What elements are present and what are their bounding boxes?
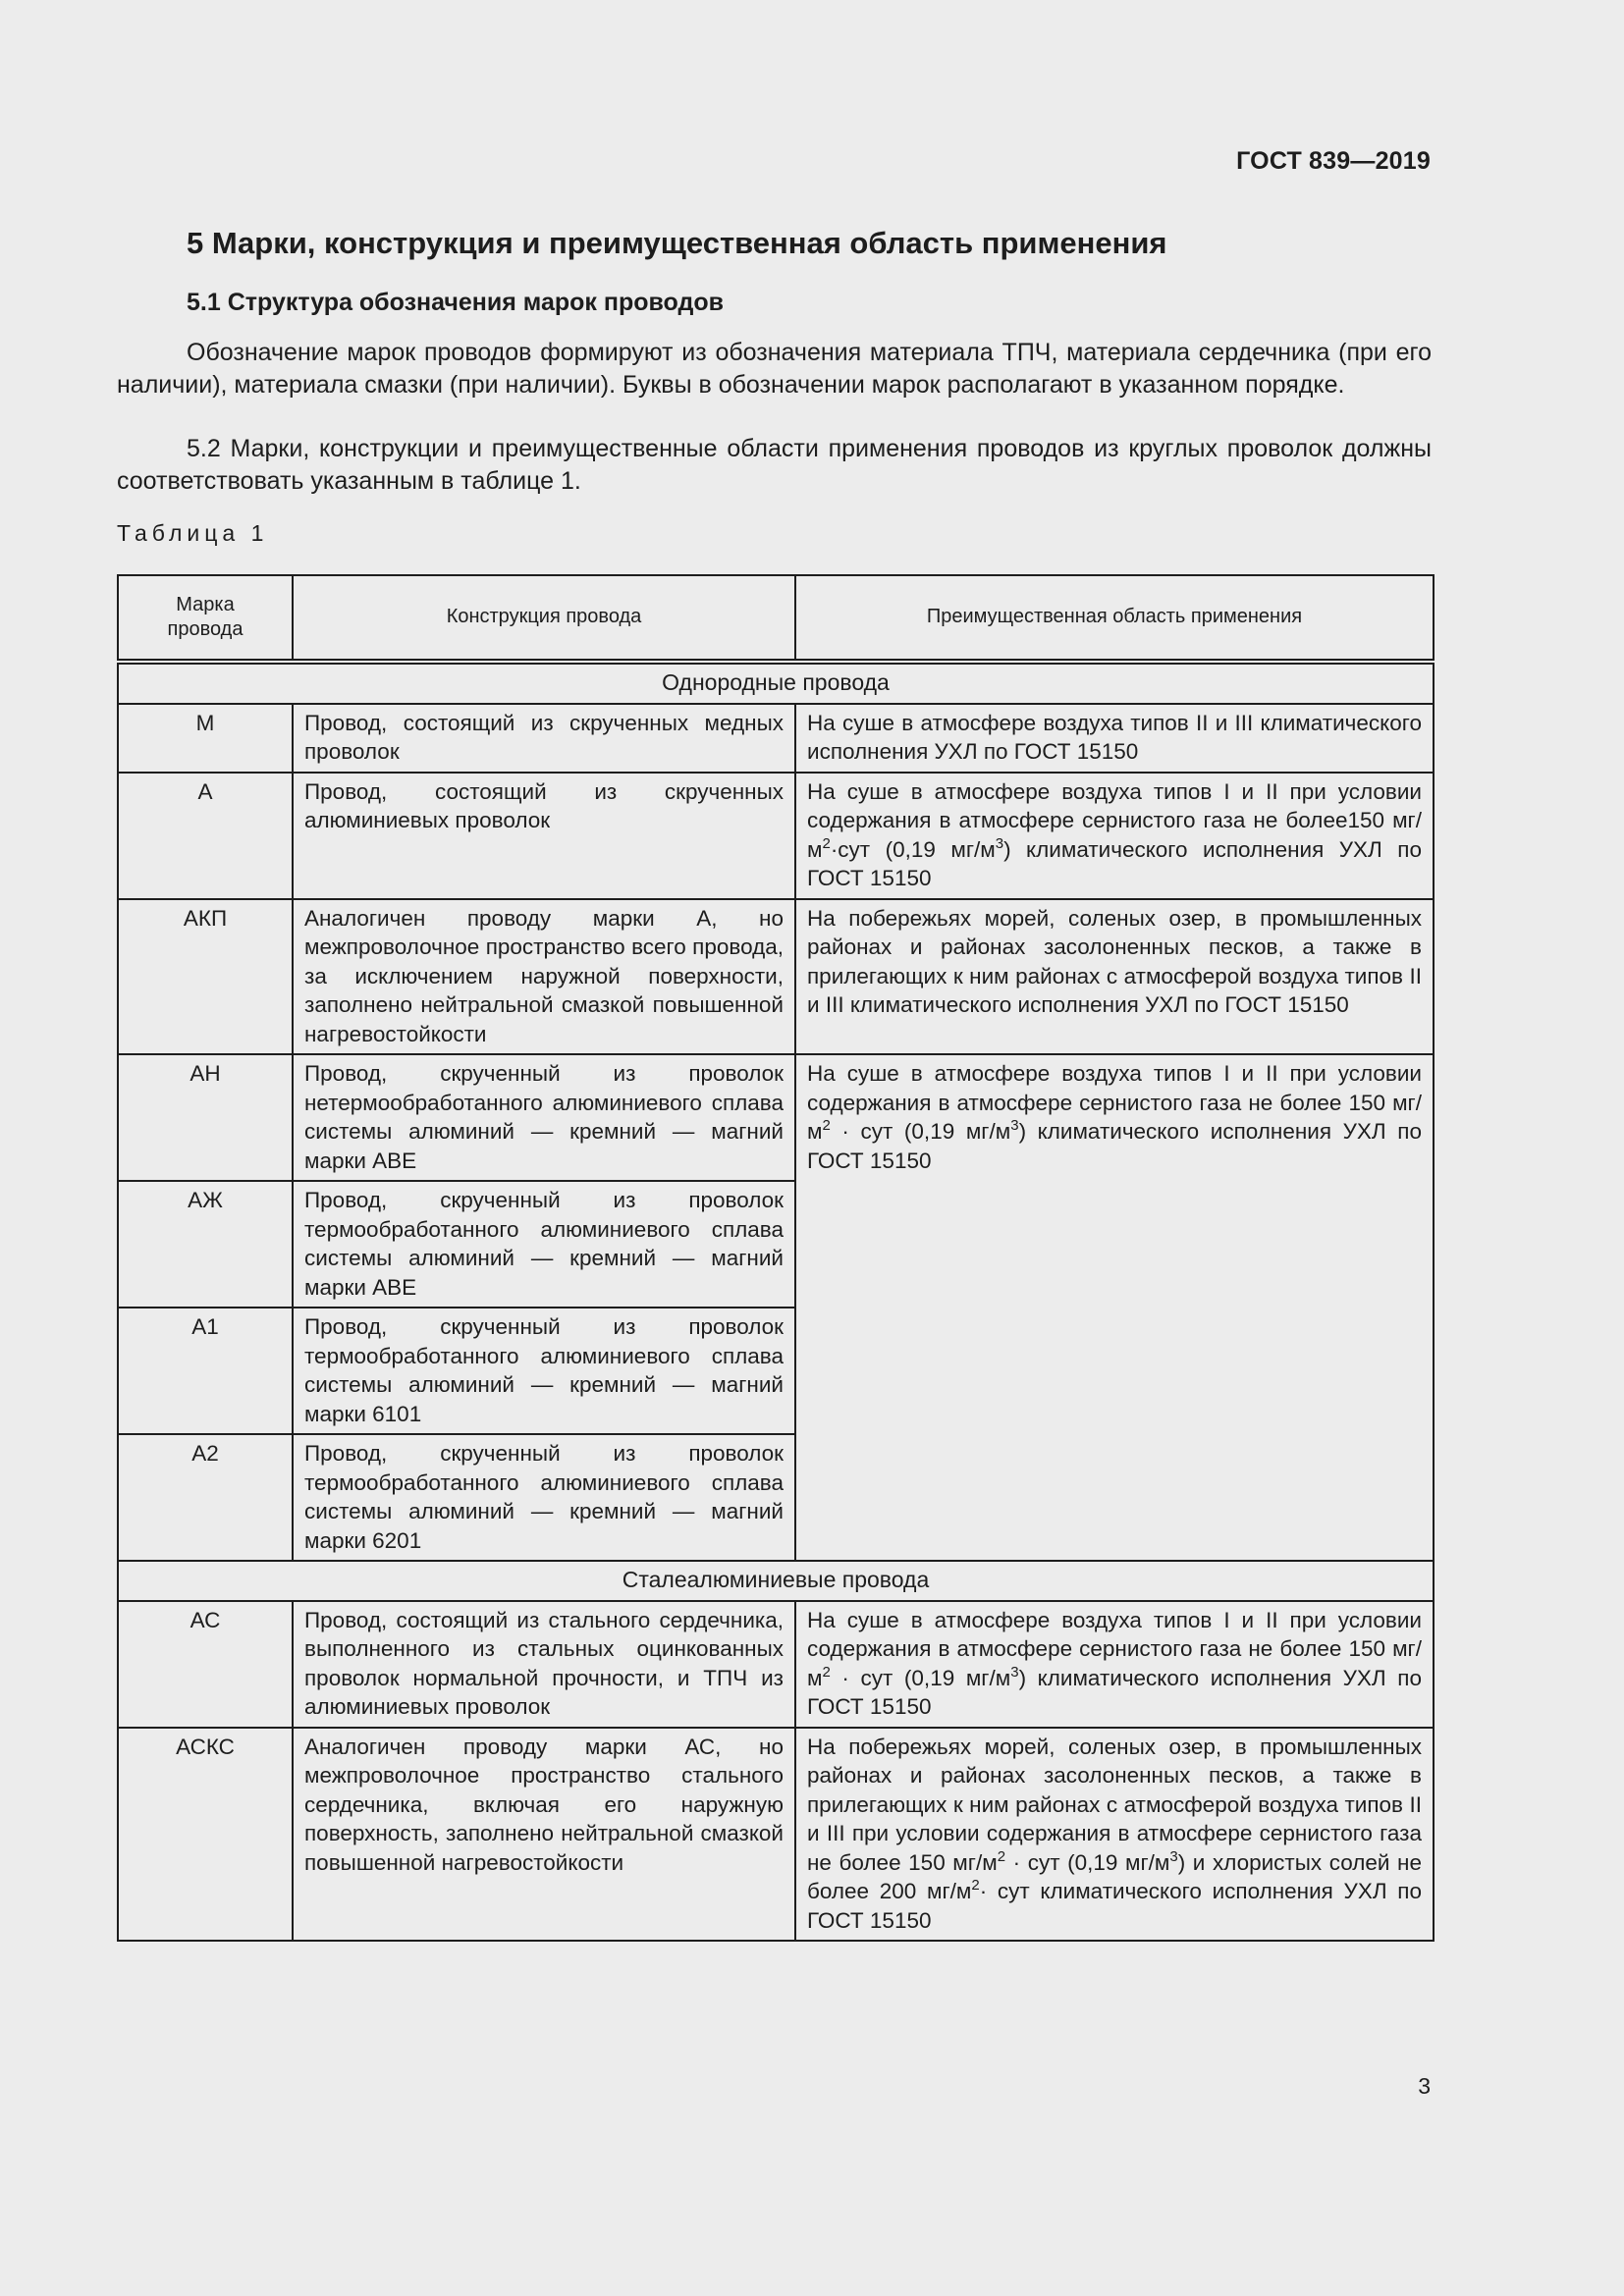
cell-construction: Провод, скрученный из проволок термообработанного алюминиевого сплава системы алюминий — кремний — магний марки АВЕ	[293, 1181, 795, 1308]
cell-construction: Аналогичен проводу марки А, но межпроволочное пространство всего провода, за исключением наружной поверхности, заполнено нейтральной смазкой повышенной нагревостойкости	[293, 899, 795, 1055]
cell-application-shared: На суше в атмосфере воздуха типов I и II при условии содержания в атмосфере сернистого газа не более 150 $мг/м^2$ · сут (0,19 $мг/м^3$) климатического исполнения УХЛ по ГОСТ 15150	[795, 1054, 1434, 1561]
table-row	[118, 773, 1434, 899]
cell-mark: АКП	[118, 899, 293, 1055]
header-application: Преимущественная область применения	[795, 575, 1434, 662]
cell-mark: АН	[118, 1054, 293, 1181]
section-title: 5 Марки, конструкция и преимущественная область применения	[187, 226, 1167, 260]
cell-construction: Провод, состоящий из стального сердечника, выполненного из стальных оцинкованных проволок нормальной прочности, и ТПЧ из алюминиевых проволок	[293, 1601, 795, 1728]
table-row	[118, 899, 1434, 1055]
cell-mark: А	[118, 773, 293, 899]
paragraph-5-2: 5.2 Марки, конструкции и преимущественные области применения проводов из круглых проволок должны соответствовать указанным в таблице 1.	[117, 435, 1432, 495]
group-row	[118, 662, 1434, 704]
header-mark: Марка провода	[118, 575, 293, 662]
table-row	[118, 1728, 1434, 1942]
cell-application: На побережьях морей, соленых озер, в промышленных районах и районах засолоненных песков, а также в прилегающих к ним районах с атмосферой воздуха типов II и III при условии содержания в атмосфере сернистого газа не более 150 $мг/м^2$ · сут (0,19 $мг/м^3$) и хлористых солей не более 200 $мг/м^2\cdot$ сут климатического исполнения УХЛ по ГОСТ 15150	[795, 1728, 1434, 1942]
cell-construction: Провод, состоящий из скрученных медных проволок	[293, 704, 795, 773]
cell-application: На суше в атмосфере воздуха типов I и II при условии содержания в атмосфере сернистого газа не более150 $мг/м^2\cdot сут$ (0,19 $мг/м^3$) климатического исполнения УХЛ по ГОСТ 15150	[795, 773, 1434, 899]
cell-mark: АСКС	[118, 1728, 293, 1942]
subsection-title: 5.1 Структура обозначения марок проводов	[187, 289, 724, 316]
page-number: 3	[1418, 2073, 1431, 2099]
table-header-row	[118, 575, 1434, 662]
cell-mark: М	[118, 704, 293, 773]
table-row	[118, 1601, 1434, 1728]
header-construction: Конструкция провода	[293, 575, 795, 662]
group-label-homogeneous: Однородные провода	[118, 662, 1434, 704]
group-label-steel-aluminium: Сталеалюминиевые провода	[118, 1561, 1434, 1601]
cell-mark: АЖ	[118, 1181, 293, 1308]
cell-application: На суше в атмосфере воздуха типов I и II при условии содержания в атмосфере сернистого газа не более 150 $мг/м^2$ · сут (0,19 $мг/м^3$) климатического исполнения УХЛ по ГОСТ 15150	[795, 1601, 1434, 1728]
cell-construction: Аналогичен проводу марки АС, но межпроволочное пространство стального сердечника, включая его наружную поверхность, заполнено нейтральной смазкой повышенной нагревостойкости	[293, 1728, 795, 1942]
cell-construction: Провод, скрученный из проволок нетермообработанного алюминиевого сплава системы алюминий — кремний — магний марки АВЕ	[293, 1054, 795, 1181]
paragraph-5-1: Обозначение марок проводов формируют из обозначения материала ТПЧ, материала сердечника (при его наличии), материала смазки (при наличии). Буквы в обозначении марок располагают в указанном порядке.	[117, 339, 1432, 399]
cell-application: На побережьях морей, соленых озер, в промышленных районах и районах засолоненных песков, а также в прилегающих к ним районах с атмосферой воздуха типов II и III климатического исполнения УХЛ по ГОСТ 15150	[795, 899, 1434, 1055]
group-row	[118, 1561, 1434, 1601]
document-code: ГОСТ 839—2019	[1236, 147, 1431, 175]
cell-mark: А2	[118, 1434, 293, 1561]
table-row	[118, 704, 1434, 773]
cell-construction: Провод, скрученный из проволок термообработанного алюминиевого сплава системы алюминий — кремний — магний марки 6201	[293, 1434, 795, 1561]
cell-mark: А1	[118, 1308, 293, 1434]
cell-application: На суше в атмосфере воздуха типов II и III климатического исполнения УХЛ по ГОСТ 15150	[795, 704, 1434, 773]
table-row	[118, 1054, 1434, 1181]
table-caption: Таблица 1	[117, 520, 269, 546]
cell-construction: Провод, скрученный из проволок термообработанного алюминиевого сплава системы алюминий — кремний — магний марки 6101	[293, 1308, 795, 1434]
cell-mark: АС	[118, 1601, 293, 1728]
cell-construction: Провод, состоящий из скрученных алюминиевых проволок	[293, 773, 795, 899]
wire-grades-table	[117, 574, 1435, 1942]
